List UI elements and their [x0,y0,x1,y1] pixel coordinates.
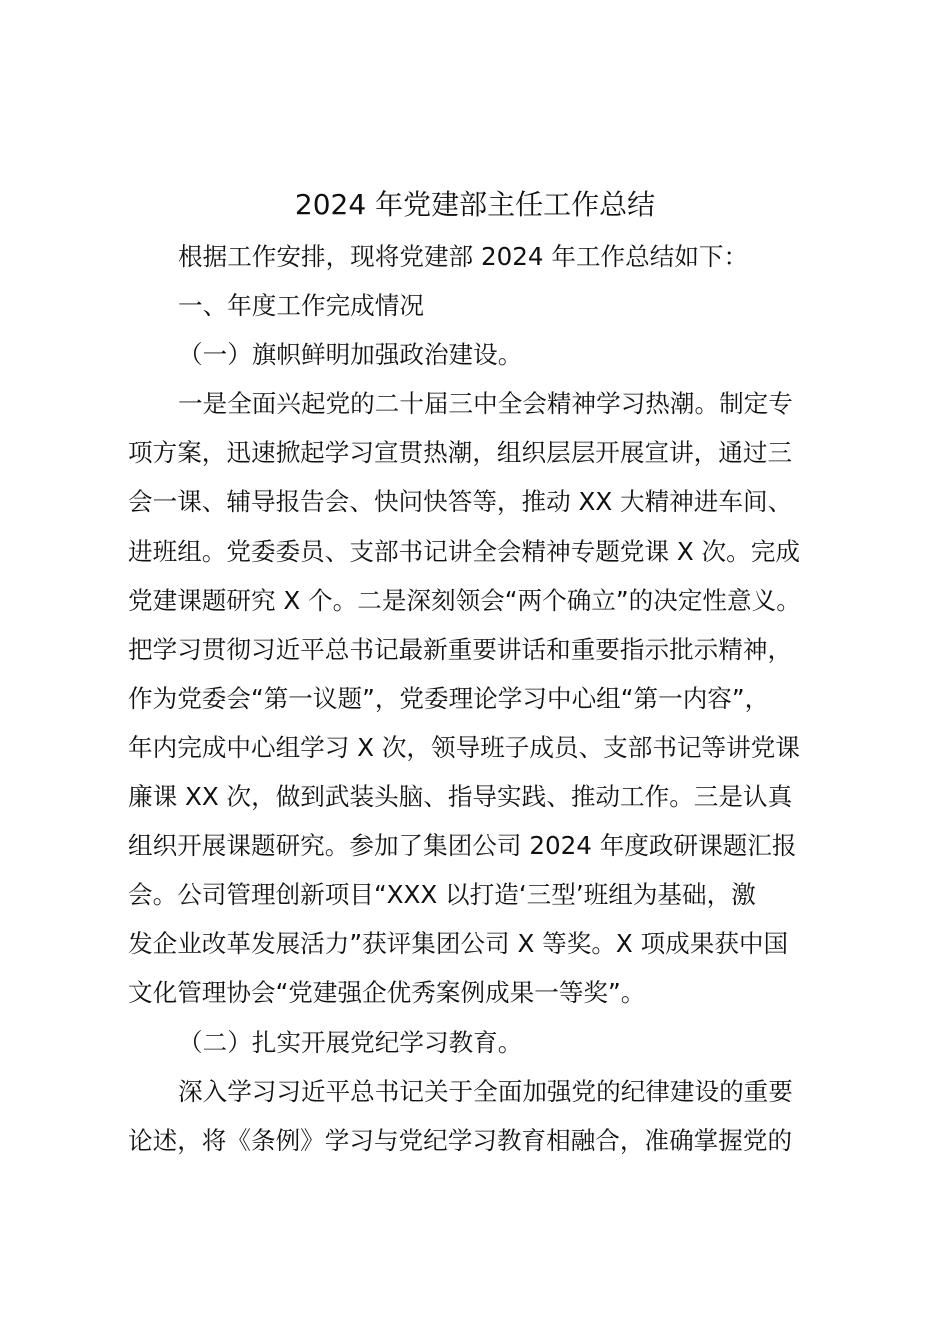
document-title: 2024 年党建部主任工作总结 [294,188,656,221]
subsection-heading: （一）旗帜鲜明加强政治建设。 [178,340,523,370]
section-heading: 一、年度工作完成情况 [178,291,424,321]
paragraph-line: 作为党委会“第一议题”，党委理论学习中心组“第一内容”， [128,683,770,713]
paragraph-line: 深入学习习近平总书记关于全面加强党的纪律建设的重要 [178,1076,793,1106]
paragraph-line: 廉课 XX 次，做到武装头脑、指导实践、推动工作。三是认真 [128,782,793,812]
paragraph-line: 会。公司管理创新项目“XXX 以打造‘三型’班组为基础，激 [128,880,756,910]
paragraph-line: 根据工作安排，现将党建部 2024 年工作总结如下： [178,242,749,271]
paragraph-line: 发企业改革发展活力”获评集团公司 X 等奖。X 项成果获中国 [128,929,789,959]
paragraph-line: 项方案，迅速掀起学习宣贯热潮，组织层层开展宣讲，通过三 [128,438,793,468]
paragraph-line: 年内完成中心组学习 X 次，领导班子成员、支部书记等讲党课 [128,732,800,762]
paragraph-line: 会一课、辅导报告会、快问快答等，推动 XX 大精神进车间、 [128,487,793,517]
paragraph-line: 把学习贯彻习近平总书记最新重要讲话和重要指示批示精神， [128,634,793,664]
paragraph-line: 文化管理协会“党建强企优秀案例成果一等奖”。 [128,978,646,1008]
paragraph-line: 组织开展课题研究。参加了集团公司 2024 年度政研课题汇报 [128,831,797,861]
paragraph-line: 进班组。党委委员、支部书记讲全会精神专题党课 X 次。完成 [128,536,800,566]
paragraph-line: 党建课题研究 X 个。二是深刻领会“两个确立”的决定性意义。 [128,585,801,615]
subsection-heading: （二）扎实开展党纪学习教育。 [178,1027,523,1057]
document-body [128,232,834,1165]
paragraph-line: 一是全面兴起党的二十届三中全会精神学习热潮。制定专 [178,389,793,419]
paragraph-line: 论述，将《条例》学习与党纪学习教育相融合，准确掌握党的 [128,1125,793,1155]
